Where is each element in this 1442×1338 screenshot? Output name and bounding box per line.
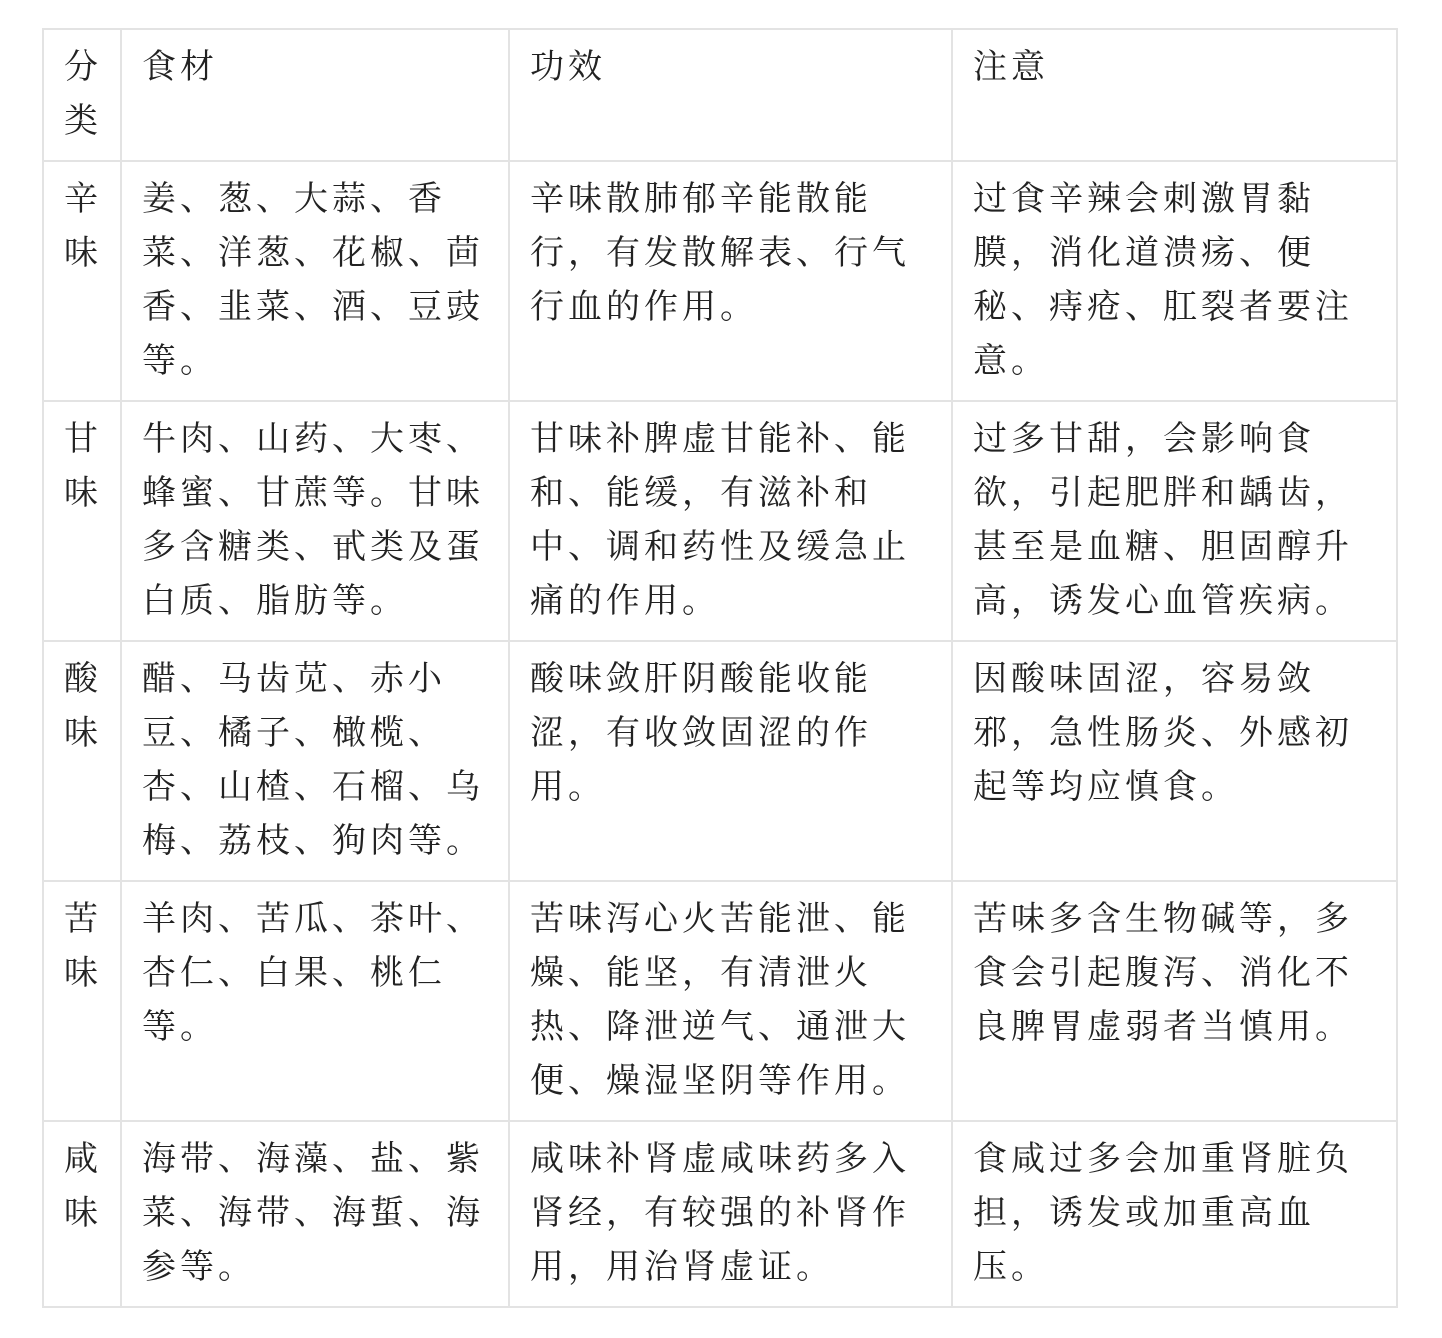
ingredients-cell: 羊肉、苦瓜、茶叶、杏仁、白果、桃仁等。 xyxy=(121,881,509,1121)
effect-cell: 酸味敛肝阴酸能收能涩，有收敛固涩的作用。 xyxy=(509,641,952,881)
ingredients-cell: 醋、马齿苋、赤小豆、橘子、橄榄、杏、山楂、石榴、乌梅、荔枝、狗肉等。 xyxy=(121,641,509,881)
table-row xyxy=(43,401,1397,641)
table-row xyxy=(43,161,1397,401)
effect-cell: 甘味补脾虚甘能补、能和、能缓，有滋补和中、调和药性及缓急止痛的作用。 xyxy=(509,401,952,641)
caution-cell: 过多甘甜，会影响食欲，引起肥胖和龋齿，甚至是血糖、胆固醇升高，诱发心血管疾病。 xyxy=(952,401,1397,641)
category-cell: 苦味 xyxy=(43,881,121,1121)
effect-cell: 辛味散肺郁辛能散能行，有发散解表、行气行血的作用。 xyxy=(509,161,952,401)
table-row xyxy=(43,881,1397,1121)
table-header-row xyxy=(43,29,1397,161)
effect-cell: 苦味泻心火苦能泄、能燥、能坚，有清泄火热、降泄逆气、通泄大便、燥湿坚阴等作用。 xyxy=(509,881,952,1121)
header-effect: 功效 xyxy=(509,29,952,161)
flavor-table xyxy=(42,28,1398,1308)
category-cell: 酸味 xyxy=(43,641,121,881)
table-row xyxy=(43,641,1397,881)
caution-cell: 苦味多含生物碱等，多食会引起腹泻、消化不良脾胃虚弱者当慎用。 xyxy=(952,881,1397,1121)
category-cell: 甘味 xyxy=(43,401,121,641)
caution-cell: 食咸过多会加重肾脏负担，诱发或加重高血压。 xyxy=(952,1121,1397,1307)
header-category: 分类 xyxy=(43,29,121,161)
caution-cell: 过食辛辣会刺激胃黏膜，消化道溃疡、便秘、痔疮、肛裂者要注意。 xyxy=(952,161,1397,401)
header-caution: 注意 xyxy=(952,29,1397,161)
effect-cell: 咸味补肾虚咸味药多入肾经，有较强的补肾作用，用治肾虚证。 xyxy=(509,1121,952,1307)
header-ingredients: 食材 xyxy=(121,29,509,161)
ingredients-cell: 姜、葱、大蒜、香菜、洋葱、花椒、茴香、韭菜、酒、豆豉等。 xyxy=(121,161,509,401)
table-row xyxy=(43,1121,1397,1307)
ingredients-cell: 海带、海藻、盐、紫菜、海带、海蜇、海参等。 xyxy=(121,1121,509,1307)
ingredients-cell: 牛肉、山药、大枣、蜂蜜、甘蔗等。甘味多含糖类、甙类及蛋白质、脂肪等。 xyxy=(121,401,509,641)
category-cell: 咸味 xyxy=(43,1121,121,1307)
caution-cell: 因酸味固涩，容易敛邪，急性肠炎、外感初起等均应慎食。 xyxy=(952,641,1397,881)
category-cell: 辛味 xyxy=(43,161,121,401)
